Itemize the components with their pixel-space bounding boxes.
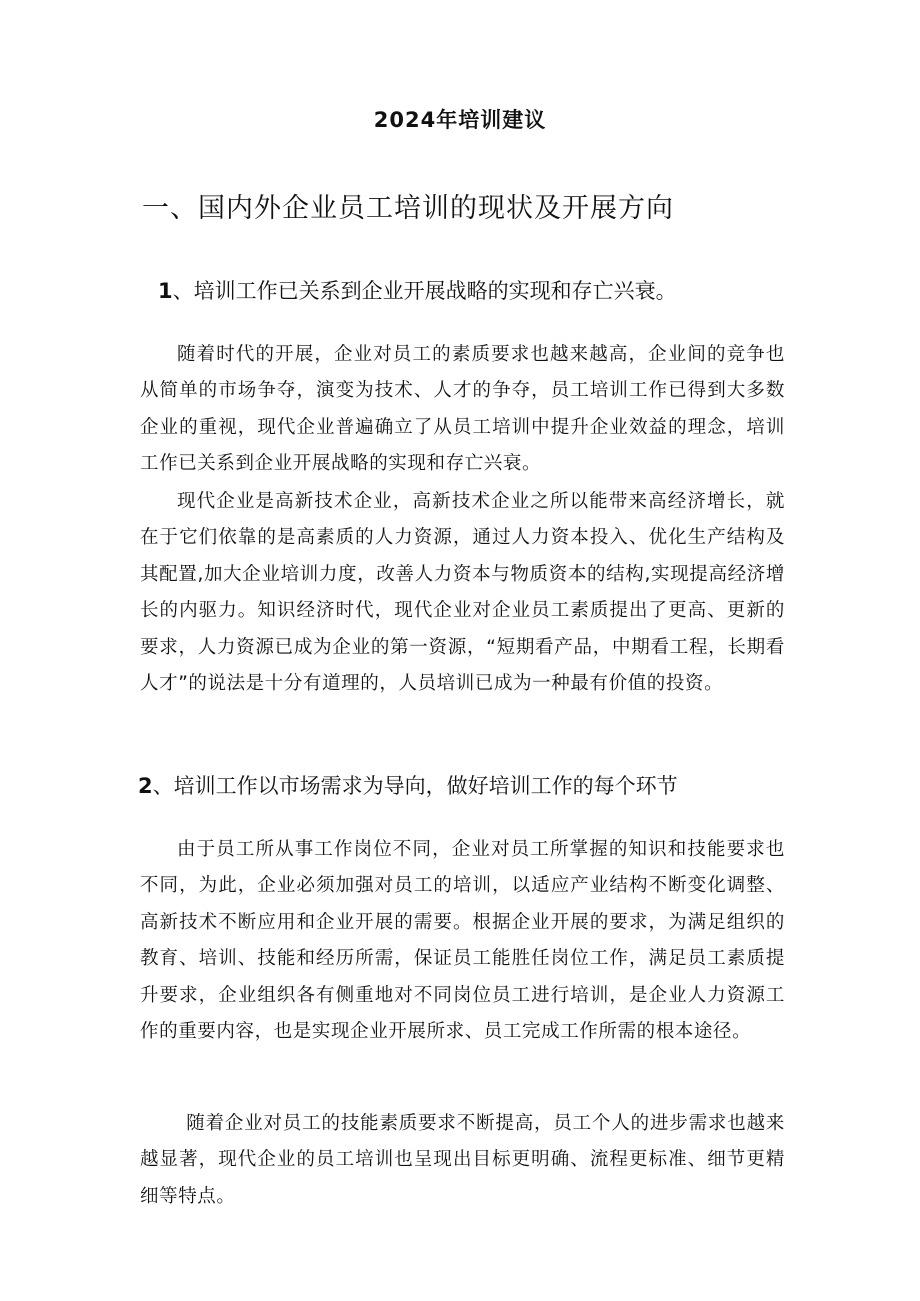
paragraph: 现代企业是高新技术企业，高新技术企业之所以能带来高经济增长，就在于它们依靠的是高素质的人力资源，通过人力资本投入、优化生产结构及其配置,加大企业培训力度，改善人力资本与物质资本的结构,实现提高经济增长的内驱力。知识经济时代，现代企业对企业员工素质提出了更高、更新的要求，人力资源已成为企业的第一资源，“短期看产品，中期看工程，长期看人才”的说法是十分有道理的，人员培训已成为一种最有价值的投资。 <box>140 490 785 695</box>
section-heading: 一、国内外企业员工培训的现状及开展方向 <box>142 193 674 224</box>
subsection-heading-1 <box>158 275 677 305</box>
paragraph: 随着时代的开展，企业对员工的素质要求也越来越高，企业间的竞争也从简单的市场争夺，演变为技术、人才的争夺，员工培训工作已得到大多数企业的重视，现代企业普遍确立了从员工培训中提升企业效益的理念，培训工作已关系到企业开展战略的实现和存亡兴衰。 <box>140 343 785 475</box>
paragraph: 由于员工所从事工作岗位不同，企业对员工所掌握的知识和技能要求也不同，为此，企业必须加强对员工的培训，以适应产业结构不断变化调整、高新技术不断应用和企业开展的需要。根据企业开展的要求，为满足组织的教育、培训、技能和经历所需，保证员工能胜任岗位工作，满足员工素质提升要求，企业组织各有侧重地对不同岗位员工进行培训，是企业人力资源工作的重要内容，也是实现企业开展所求、员工完成工作所需的根本途径。 <box>140 838 785 1043</box>
subsection-number: 2 <box>138 774 153 798</box>
subsection-title: 、培训工作已关系到企业开展战略的实现和存亡兴衰。 <box>172 279 677 303</box>
subsection-number: 1 <box>158 279 173 303</box>
paragraph: 随着企业对员工的技能素质要求不断提高，员工个人的进步需求也越来越显著，现代企业的员工培训也呈现出目标更明确、流程更标准、细节更精细等特点。 <box>140 1112 785 1207</box>
subsection-title: 、培训工作以市场需求为导向，做好培训工作的每个环节 <box>152 774 678 798</box>
document-title: 2024年培训建议 <box>373 108 547 132</box>
subsection-heading-2 <box>138 770 678 800</box>
